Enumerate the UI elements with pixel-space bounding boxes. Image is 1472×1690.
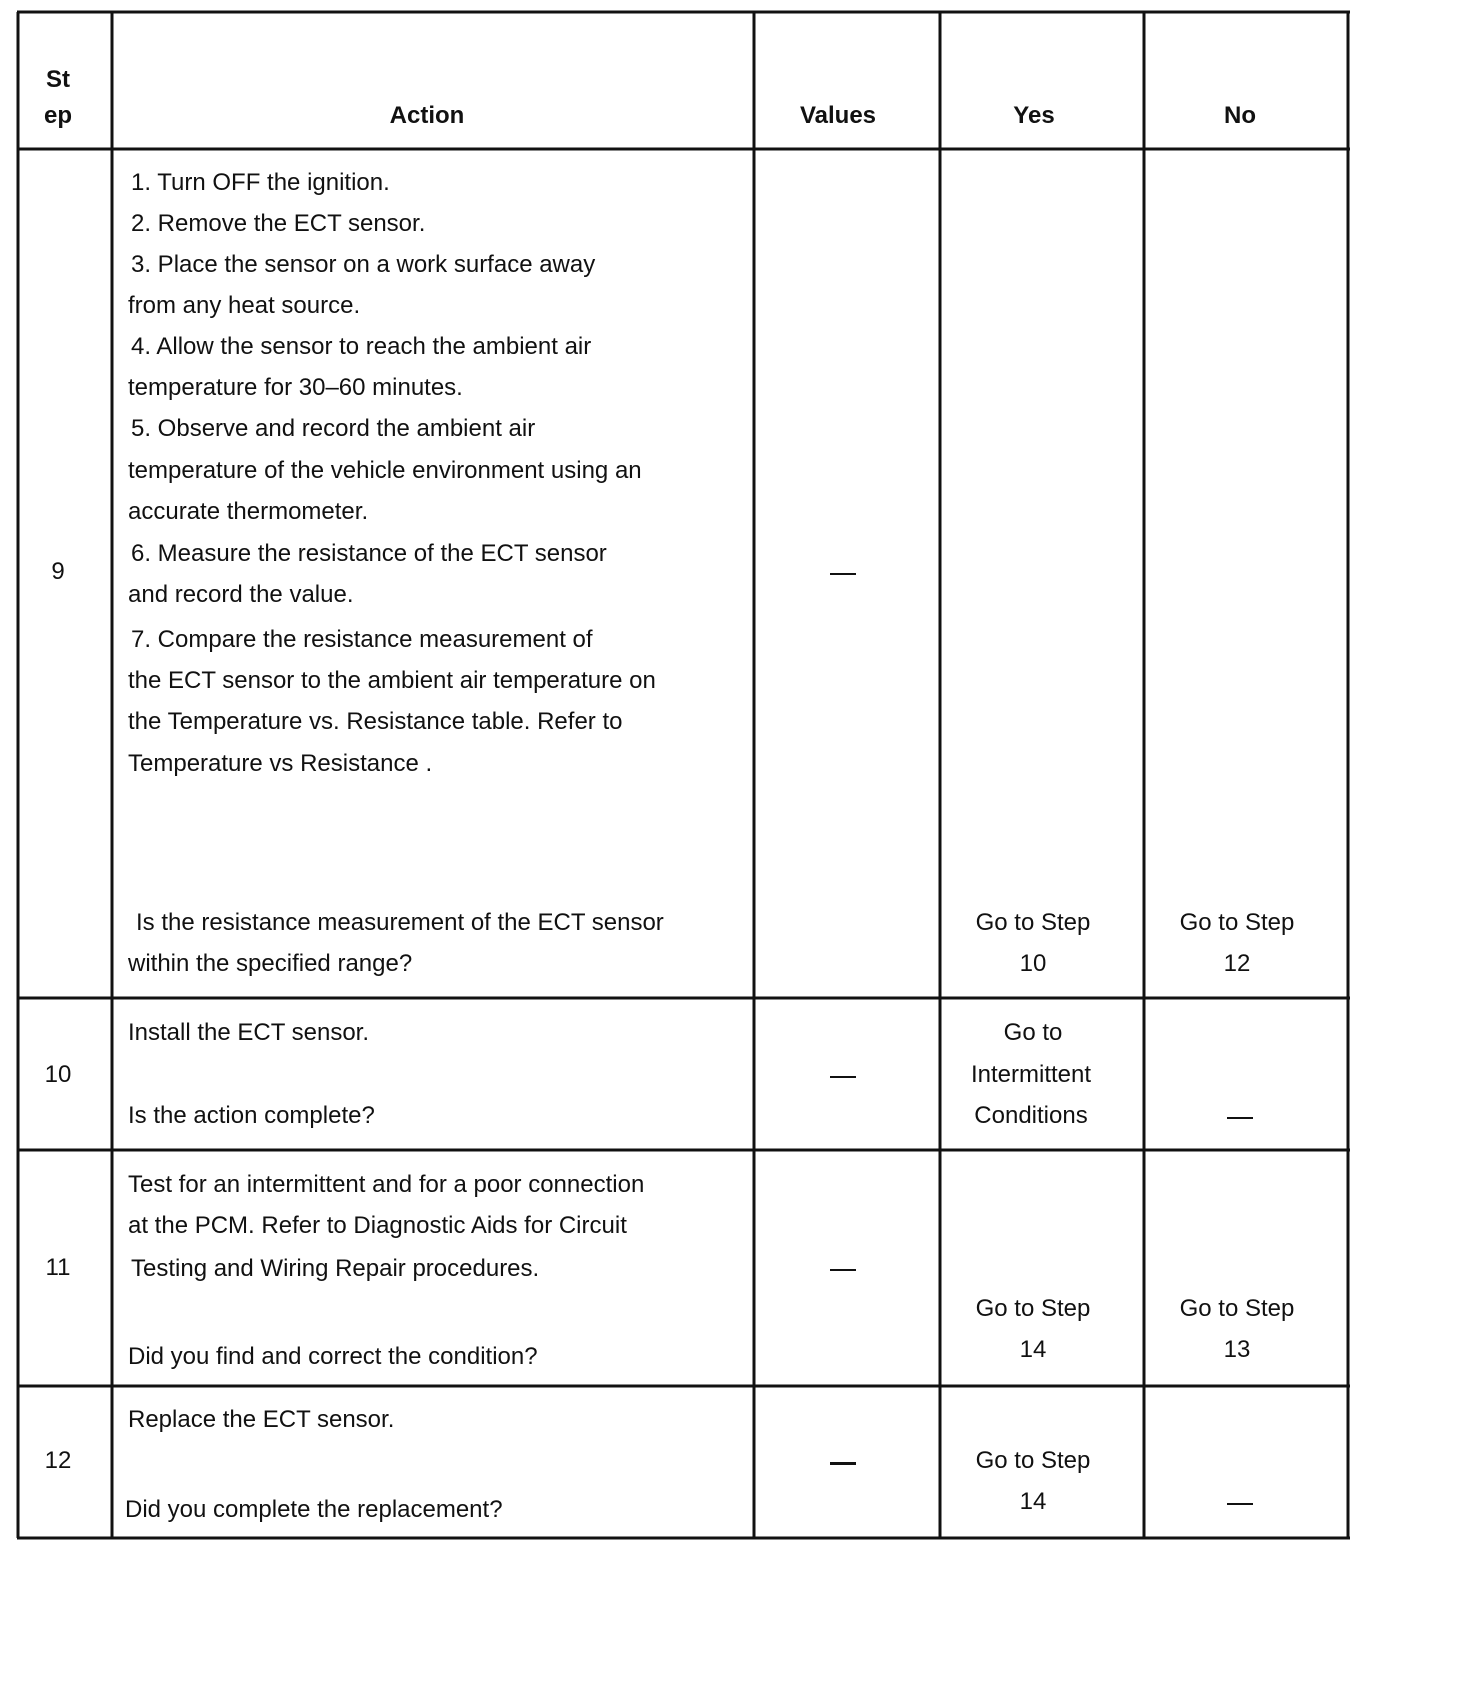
action-line: 1. Turn OFF the ignition. (131, 169, 390, 196)
header-values: Values (799, 102, 877, 129)
action-line: 6. Measure the resistance of the ECT sensor (131, 540, 607, 567)
no-dash (1227, 1117, 1253, 1119)
no-line: Go to Step (1179, 1295, 1295, 1322)
action-line: 4. Allow the sensor to reach the ambient air (131, 333, 592, 360)
action-line: the ECT sensor to the ambient air temperature on (128, 667, 656, 694)
action-line: Test for an intermittent and for a poor connection (128, 1171, 645, 1198)
question-line: Did you find and correct the condition? (128, 1343, 538, 1370)
action-line: accurate thermometer. (128, 498, 369, 525)
no-line: Go to Step (1179, 909, 1295, 936)
step-number: 9 (51, 558, 65, 585)
question-line: Is the action complete? (128, 1102, 375, 1129)
no-line: 12 (1223, 950, 1251, 977)
yes-line: Go to Step (975, 1295, 1091, 1322)
no-line: 13 (1223, 1336, 1251, 1363)
step-number: 12 (44, 1447, 72, 1474)
yes-line: Conditions (974, 1102, 1088, 1129)
action-line: Temperature vs Resistance . (128, 750, 433, 777)
question-line: Did you complete the replacement? (125, 1496, 503, 1523)
action-line: 2. Remove the ECT sensor. (131, 210, 426, 237)
action-line: 5. Observe and record the ambient air (131, 415, 536, 442)
values-dash (830, 1462, 856, 1465)
action-line: the Temperature vs. Resistance table. Refer to (128, 708, 623, 735)
question-line: Is the resistance measurement of the ECT sensor (136, 909, 664, 936)
no-dash (1227, 1503, 1253, 1505)
action-line: temperature of the vehicle environment using an (128, 457, 642, 484)
step-number: 11 (45, 1254, 71, 1281)
header-action: Action (389, 102, 465, 129)
yes-line: 14 (1019, 1336, 1047, 1363)
action-line: at the PCM. Refer to Diagnostic Aids for Circuit (128, 1212, 627, 1239)
action-line: from any heat source. (128, 292, 361, 319)
yes-line: 14 (1019, 1488, 1047, 1515)
yes-line: Intermittent (970, 1061, 1092, 1088)
action-line: and record the value. (128, 581, 354, 608)
action-line: Install the ECT sensor. (128, 1019, 370, 1046)
step-number: 10 (44, 1061, 72, 1088)
question-line: within the specified range? (128, 950, 413, 977)
values-dash (830, 573, 856, 575)
header-step-line1: St (46, 66, 70, 93)
action-line: 7. Compare the resistance measurement of (131, 626, 593, 653)
action-line: temperature for 30–60 minutes. (128, 374, 463, 401)
header-no: No (1224, 102, 1256, 129)
values-dash (830, 1269, 856, 1271)
values-dash (830, 1076, 856, 1078)
action-line: Replace the ECT sensor. (128, 1406, 395, 1433)
yes-line: Go to Step (975, 909, 1091, 936)
action-line: 3. Place the sensor on a work surface away (131, 251, 596, 278)
yes-line: 10 (1019, 950, 1047, 977)
action-line: Testing and Wiring Repair procedures. (131, 1255, 540, 1282)
header-yes: Yes (1013, 102, 1055, 129)
header-step-line2: ep (43, 102, 73, 129)
yes-line: Go to Step (975, 1447, 1091, 1474)
yes-line: Go to (1003, 1019, 1063, 1046)
